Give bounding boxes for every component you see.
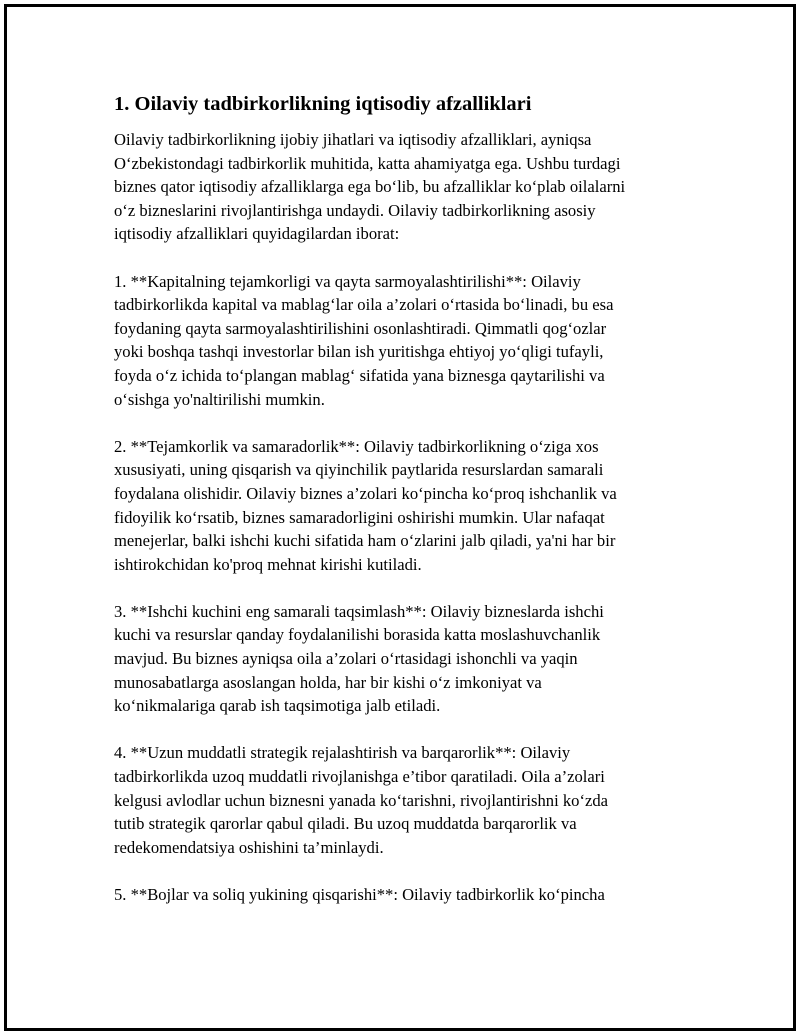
text-line: biznes qator iqtisodiy afzalliklarga ega bo‘lib, bu afzalliklar ko‘plab oilalarni [114, 177, 626, 197]
intro-paragraph [114, 128, 699, 246]
text-line: o‘sishga yo'naltirilishi mumkin. [114, 389, 325, 409]
list-item-5-paragraph [114, 883, 699, 907]
text-line: mavjud. Bu biznes ayniqsa oila a’zolari o‘rtasidagi ishonchli va yaqin [114, 649, 578, 669]
text-line: 2. **Tejamkorlik va samaradorlik**: Oilaviy tadbirkorlikning o‘ziga xos [114, 436, 599, 456]
text-line: fidoyilik ko‘rsatib, biznes samaradorligini oshirishi mumkin. Ular nafaqat [114, 507, 605, 527]
text-line: 4. **Uzun muddatli strategik rejalashtirish va barqarorlik**: Oilaviy [114, 743, 571, 763]
text-line: O‘zbekistondagi tadbirkorlik muhitida, katta ahamiyatga ega. Ushbu turdagi [114, 153, 621, 173]
text-line: o‘z bizneslarini rivojlantirishga undaydi. Oilaviy tadbirkorlikning asosiy [114, 200, 596, 220]
list-item-3-paragraph [114, 600, 699, 718]
text-line: munosabatlarga asoslangan holda, har bir kishi o‘z imkoniyat va [114, 672, 542, 692]
text-line: xususiyati, uning qisqarish va qiyinchilik paytlarida resurslardan samarali [114, 460, 604, 480]
list-item-4-paragraph [114, 741, 699, 859]
text-line: kelgusi avlodlar uchun biznesni yanada ko‘tarishni, rivojlantirishni ko‘zda [114, 790, 608, 810]
text-line: 3. **Ishchi kuchini eng samarali taqsimlash**: Oilaviy bizneslarda ishchi [114, 601, 604, 621]
text-line: menejerlar, balki ishchi kuchi sifatida ham o‘zlarini jalb qiladi, ya'ni har bir [114, 531, 616, 551]
list-item-1-paragraph [114, 270, 699, 412]
text-line: foydalana olishidir. Oilaviy biznes a’zolari ko‘pincha ko‘proq ishchanlik va [114, 483, 617, 503]
text-line: 5. **Bojlar va soliq yukining qisqarishi**: Oilaviy tadbirkorlik ko‘pincha [114, 885, 605, 904]
text-line: redekomendatsiya oshishini ta’minlaydi. [114, 837, 384, 857]
text-line: foyda o‘z ichida to‘plangan mablag‘ sifatida yana biznesga qaytarilishi va [114, 365, 605, 385]
text-line: tutib strategik qarorlar qabul qiladi. Bu uzoq muddatda barqarorlik va [114, 814, 577, 834]
text-line: foydaning qayta sarmoyalashtirilishini osonlashtiradi. Qimmatli qog‘ozlar [114, 318, 607, 338]
text-line: kuchi va resurslar qanday foydalanilishi borasida katta moslashuvchanlik [114, 625, 601, 645]
text-line: ko‘nikmalariga qarab ish taqsimotiga jalb etiladi. [114, 696, 441, 716]
text-line: 1. **Kapitalning tejamkorligi va qayta sarmoyalashtirilishi**: Oilaviy [114, 271, 581, 291]
section-heading: 1. Oilaviy tadbirkorlikning iqtisodiy afzalliklari [114, 93, 532, 115]
document-body [114, 90, 699, 930]
text-line: Oilaviy tadbirkorlikning ijobiy jihatlari va iqtisodiy afzalliklari, ayniqsa [114, 130, 592, 149]
text-line: iqtisodiy afzalliklari quyidagilardan iborat: [114, 224, 400, 244]
text-line: yoki boshqa tashqi investorlar bilan ish yuritishga ehtiyoj yo‘qligi tufayli, [114, 342, 604, 362]
list-item-2-paragraph [114, 435, 699, 577]
text-line: tadbirkorlikda kapital va mablag‘lar oila a’zolari o‘rtasida bo‘linadi, bu esa [114, 295, 614, 315]
text-line: tadbirkorlikda uzoq muddatli rivojlanishga e’tibor qaratiladi. Oila a’zolari [114, 767, 605, 787]
text-line: ishtirokchidan ko'proq mehnat kirishi kutiladi. [114, 554, 422, 574]
